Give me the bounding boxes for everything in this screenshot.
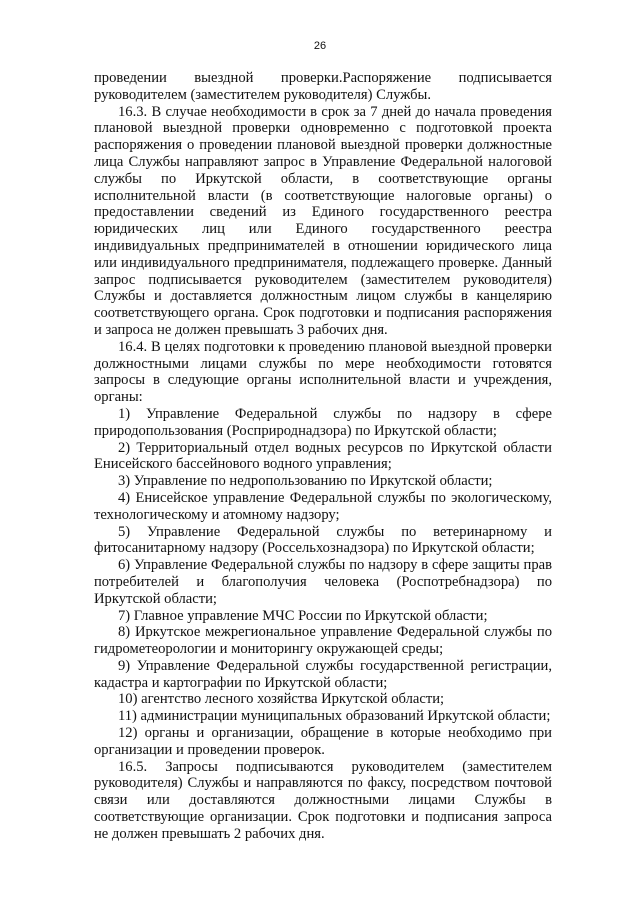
paragraph: 7) Главное управление МЧС России по Иркутской области;: [118, 607, 488, 624]
paragraph: 16.5. Запросы подписываются руководителем (заместителем руководителя) Службы и направляются по факсу, посредством почтовой связи или доставляются должностными лицами Службы в соответствующие организации. Срок подготовки и подписания запроса не должен превышать 2 рабочих дня.: [94, 758, 552, 842]
paragraph: 16.3. В случае необходимости в срок за 7 дней до начала проведения плановой выездной проверки одновременно с подготовкой проекта распоряжения о проведении плановой выездной проверки должностные лица Службы направляют запрос в Управление Федеральной налоговой службы по Иркутской области, в соответствующие органы исполнительной власти (в соответствующие налоговые органы) о предоставлении сведений из Единого государственного реестра юридических лиц или Единого государственного реестра индивидуальных предпринимателей в отношении юридического лица или индивидуального предпринимателя, подлежащего проверке. Данный запрос подписывается руководителем (заместителем руководителя) Службы и доставляется должностным лицом службы в канцелярию соответствующего органа. Срок подготовки и подписания распоряжения и запроса не должен превышать 3 рабочих дня.: [94, 103, 552, 338]
paragraph: 8) Иркутское межрегиональное управление Федеральной службы по гидрометеорологии и мониторингу окружающей среды;: [94, 624, 552, 658]
paragraph: 5) Управление Федеральной службы по ветеринарному и фитосанитарному надзору (Россельхознадзора) по Иркутской области;: [94, 523, 552, 557]
paragraph: 16.4. В целях подготовки к проведению плановой выездной проверки должностными лицами службы по мере необходимости готовятся запросы в следующие органы исполнительной власти и учреждения, органы:: [94, 338, 552, 406]
paragraph: 10) агентство лесного хозяйства Иркутской области;: [118, 691, 445, 708]
document-body: [94, 70, 552, 843]
paragraph: 12) органы и организации, обращение в которые необходимо при организации и проведении проверок.: [94, 725, 552, 758]
paragraph: 2) Территориальный отдел водных ресурсов по Иркутской области Енисейского бассейнового водного управления;: [94, 439, 552, 473]
paragraph: 3) Управление по недропользованию по Иркутской области;: [118, 473, 493, 490]
paragraph: 11) администрации муниципальных образований Иркутской области;: [118, 708, 551, 725]
paragraph: 4) Енисейское управление Федеральной службы по экологическому, технологическому и атомному надзору;: [94, 489, 552, 523]
paragraph: 9) Управление Федеральной службы государственной регистрации, кадастра и картографии по Иркутской области;: [94, 657, 552, 691]
paragraph: 6) Управление Федеральной службы по надзору в сфере защиты прав потребителей и благополучия человека (Роспотребнадзора) по Иркутской области;: [94, 557, 552, 607]
page-number: 26: [313, 40, 327, 52]
paragraph: проведении выездной проверки.Распоряжение подписывается руководителем (заместителем руководителя) Службы.: [94, 70, 552, 103]
paragraph: 1) Управление Федеральной службы по надзору в сфере природопользования (Росприроднадзора) по Иркутской области;: [94, 405, 552, 439]
